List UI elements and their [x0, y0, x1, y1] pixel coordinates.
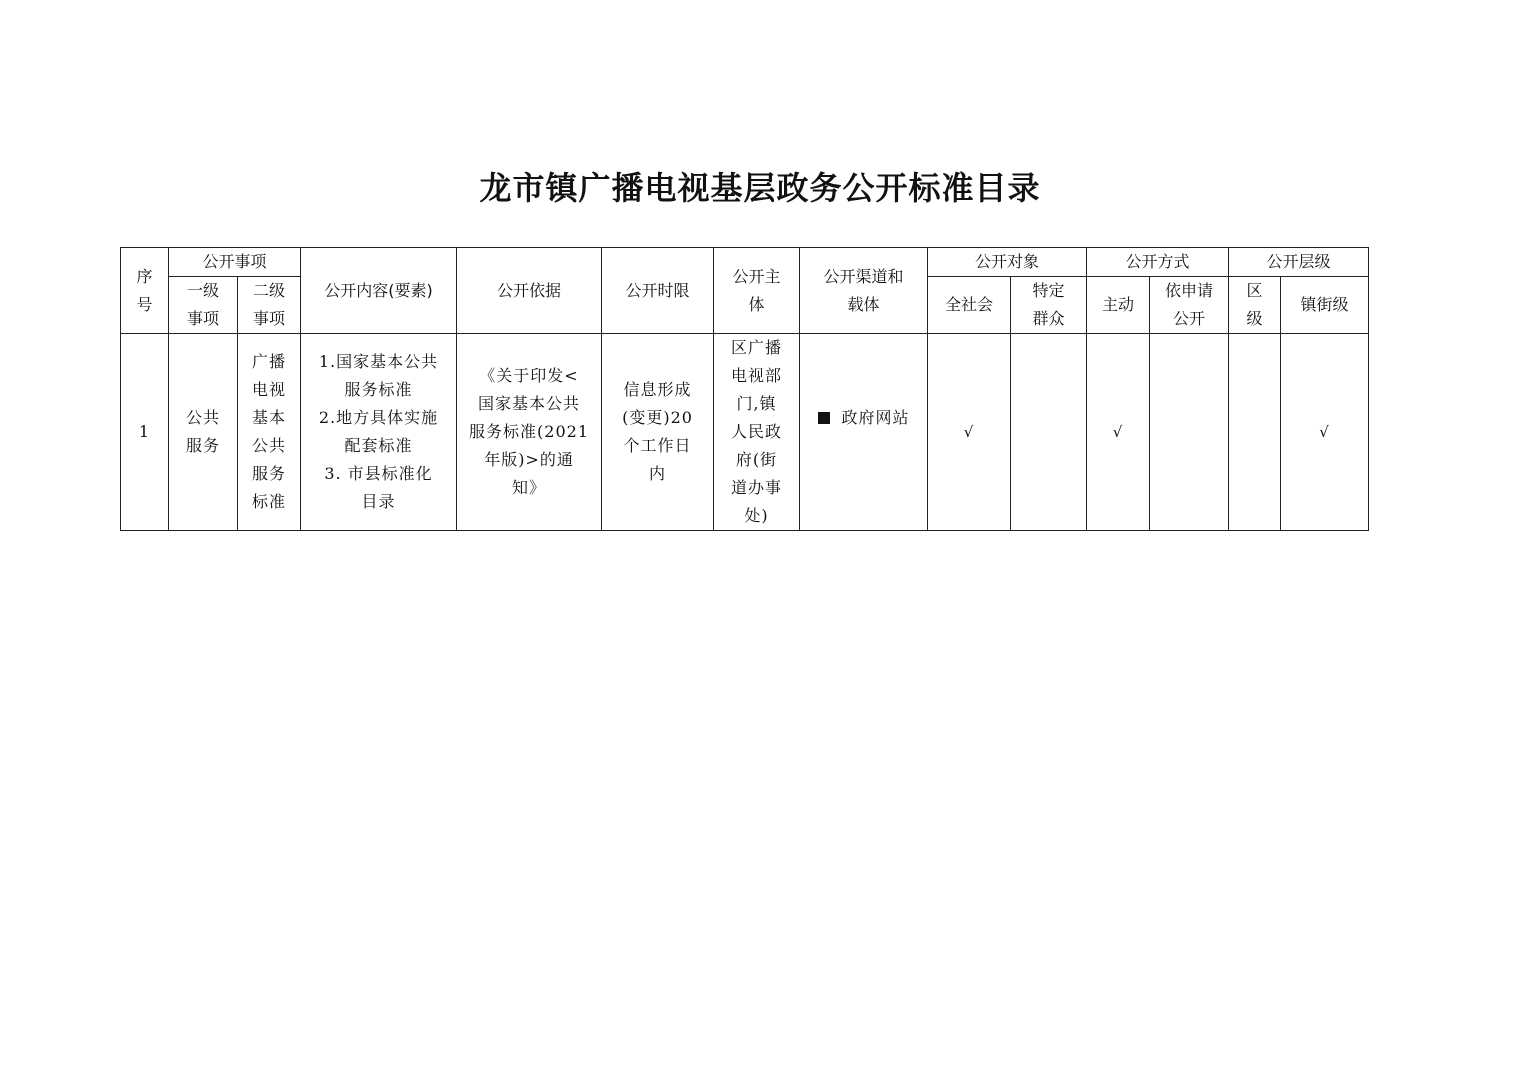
- cell-level-town: [1281, 334, 1369, 531]
- header-item-group: 公开事项: [169, 248, 301, 277]
- header-item-level1: 一级 事项: [169, 277, 238, 334]
- cell-audience-all: [928, 334, 1011, 531]
- header-subject: 公开主 体: [714, 248, 800, 334]
- filled-square-icon: [818, 412, 830, 424]
- cell-channel: [800, 334, 928, 531]
- header-level-district: 区 级: [1229, 277, 1281, 334]
- header-method-group: 公开方式: [1087, 248, 1229, 277]
- cell-seq: 1: [121, 334, 169, 531]
- cell-method-active: [1087, 334, 1150, 531]
- header-method-active: 主动: [1087, 277, 1150, 334]
- header-basis: 公开依据: [457, 248, 602, 334]
- cell-audience-specific: [1011, 334, 1087, 531]
- cell-content: 1.国家基本公共 服务标准 2.地方具体实施 配套标准 3. 市县标准化 目录: [301, 334, 457, 531]
- cell-level-district: [1229, 334, 1281, 531]
- cell-method-request: [1150, 334, 1229, 531]
- header-level-group: 公开层级: [1229, 248, 1369, 277]
- check-mark: √: [963, 423, 975, 441]
- table-row: [121, 334, 1369, 531]
- header-channel: 公开渠道和 载体: [800, 248, 928, 334]
- header-content: 公开内容(要素): [301, 248, 457, 334]
- header-time-limit: 公开时限: [602, 248, 714, 334]
- header-audience-group: 公开对象: [928, 248, 1087, 277]
- cell-basis: 《关于印发< 国家基本公共 服务标准(2021 年版)>的通 知》: [457, 334, 602, 531]
- cell-level2: 广播 电视 基本 公共 服务 标准: [238, 334, 301, 531]
- header-audience-all: 全社会: [928, 277, 1011, 334]
- header-audience-specific: 特定 群众: [1011, 277, 1087, 334]
- page-title: 龙市镇广播电视基层政务公开标准目录: [479, 169, 1041, 207]
- check-mark: √: [1319, 423, 1330, 441]
- catalog-table: [120, 247, 1369, 531]
- header-method-request: 依申请 公开: [1150, 277, 1229, 334]
- cell-level1: 公共 服务: [169, 334, 238, 531]
- header-row-top: [121, 248, 1369, 277]
- channel-label: 政府网站: [841, 408, 910, 427]
- header-item-level2: 二级 事项: [238, 277, 301, 334]
- cell-subject: 区广播 电视部 门,镇 人民政 府(街 道办事 处): [714, 334, 800, 531]
- header-level-town: 镇街级: [1281, 277, 1369, 334]
- header-seq: 序 号: [121, 248, 169, 334]
- cell-time-limit: 信息形成 (变更)20 个工作日 内: [602, 334, 714, 531]
- check-mark: √: [1112, 423, 1124, 441]
